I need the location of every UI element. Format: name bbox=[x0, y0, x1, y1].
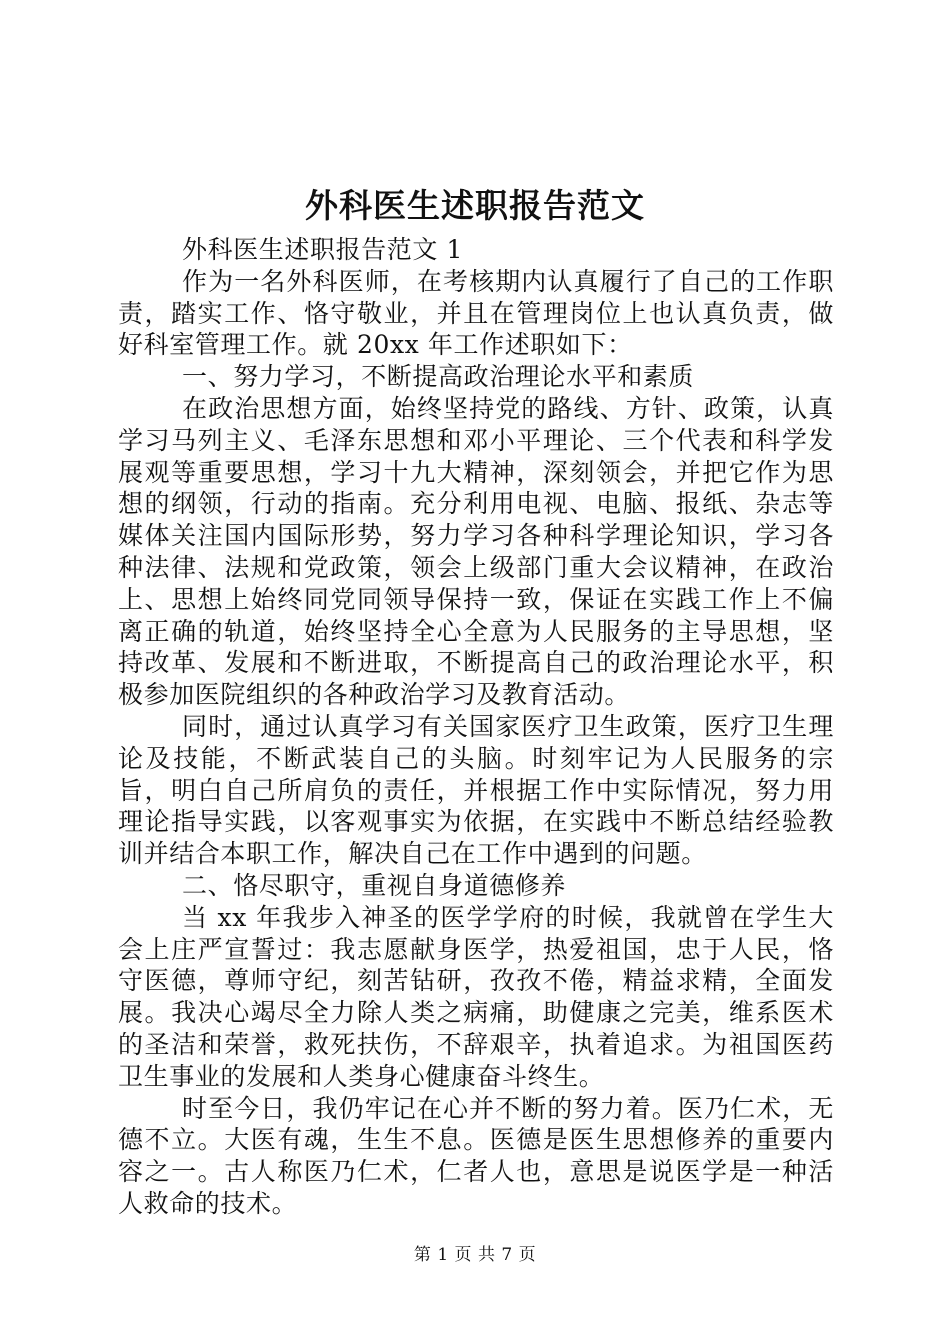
paragraph-medical-ethics: 时至今日，我仍牢记在心并不断的努力着。医乃仁术，无德不立。大医有魂，生生不息。医德是医生思想修养的重要内容之一。古人称医乃仁术，仁者人也，意思是说医学是一种活人救命的技术。 bbox=[118, 1093, 834, 1218]
page-number-footer: 第 1 页 共 7 页 bbox=[413, 1245, 537, 1265]
paragraph-heading-section: 外科医生述职报告范文 1 bbox=[182, 235, 464, 264]
paragraph-political-thought: 在政治思想方面，始终坚持党的路线、方针、政策，认真学习马列主义、毛泽东思想和邓小平理论、三个代表和科学发展观等重要思想，学习十九大精神，深刻领会，并把它作为思想的纲领，行动的指南。充分利用电视、电脑、报纸、杂志等媒体关注国内国际形势，努力学习各种科学理论知识，学习各种法律、法规和党政策，领会上级部门重大会议精神，在政治上、思想上始终同党同领导保持一致，保证在实践工作上不偏离正确的轨道，始终坚持全心全意为人民服务的主导思想，坚持改革、发展和不断进取，不断提高自己的政治理论水平，积极参加医院组织的各种政治学习及教育活动。 bbox=[118, 393, 834, 710]
document-body bbox=[118, 234, 834, 1220]
section-heading-2: 二、恪尽职守，重视自身道德修养 bbox=[182, 870, 567, 900]
section-heading-1: 一、努力学习，不断提高政治理论水平和素质 bbox=[182, 362, 695, 392]
paragraph-intro: 作为一名外科医师，在考核期内认真履行了自己的工作职责，踏实工作、恪守敬业，并且在管理岗位上也认真负责，做好科室管理工作。就 20xx 年工作述职如下： bbox=[118, 266, 834, 360]
document-title: 外科医生述职报告范文 bbox=[305, 186, 645, 225]
paragraph-study-policy: 同时，通过认真学习有关国家医疗卫生政策，医疗卫生理论及技能，不断武装自己的头脑。时刻牢记为人民服务的宗旨，明白自己所肩负的责任，并根据工作中实际情况，努力用理论指导实践，以客观事实为依据，在实践中不断总结经验教训并结合本职工作，解决自己在工作中遇到的问题。 bbox=[118, 711, 834, 869]
paragraph-oath: 当 xx 年我步入神圣的医学学府的时候，我就曾在学生大会上庄严宣誓过：我志愿献身医学，热爱祖国，忠于人民，恪守医德，尊师守纪，刻苦钻研，孜孜不倦，精益求精，全面发展。我决心竭尽全力除人类之病痛，助健康之完美，维系医术的圣洁和荣誉，救死扶伤，不辞艰辛，执着追求。为祖国医药卫生事业的发展和人类身心健康奋斗终生。 bbox=[118, 902, 834, 1091]
